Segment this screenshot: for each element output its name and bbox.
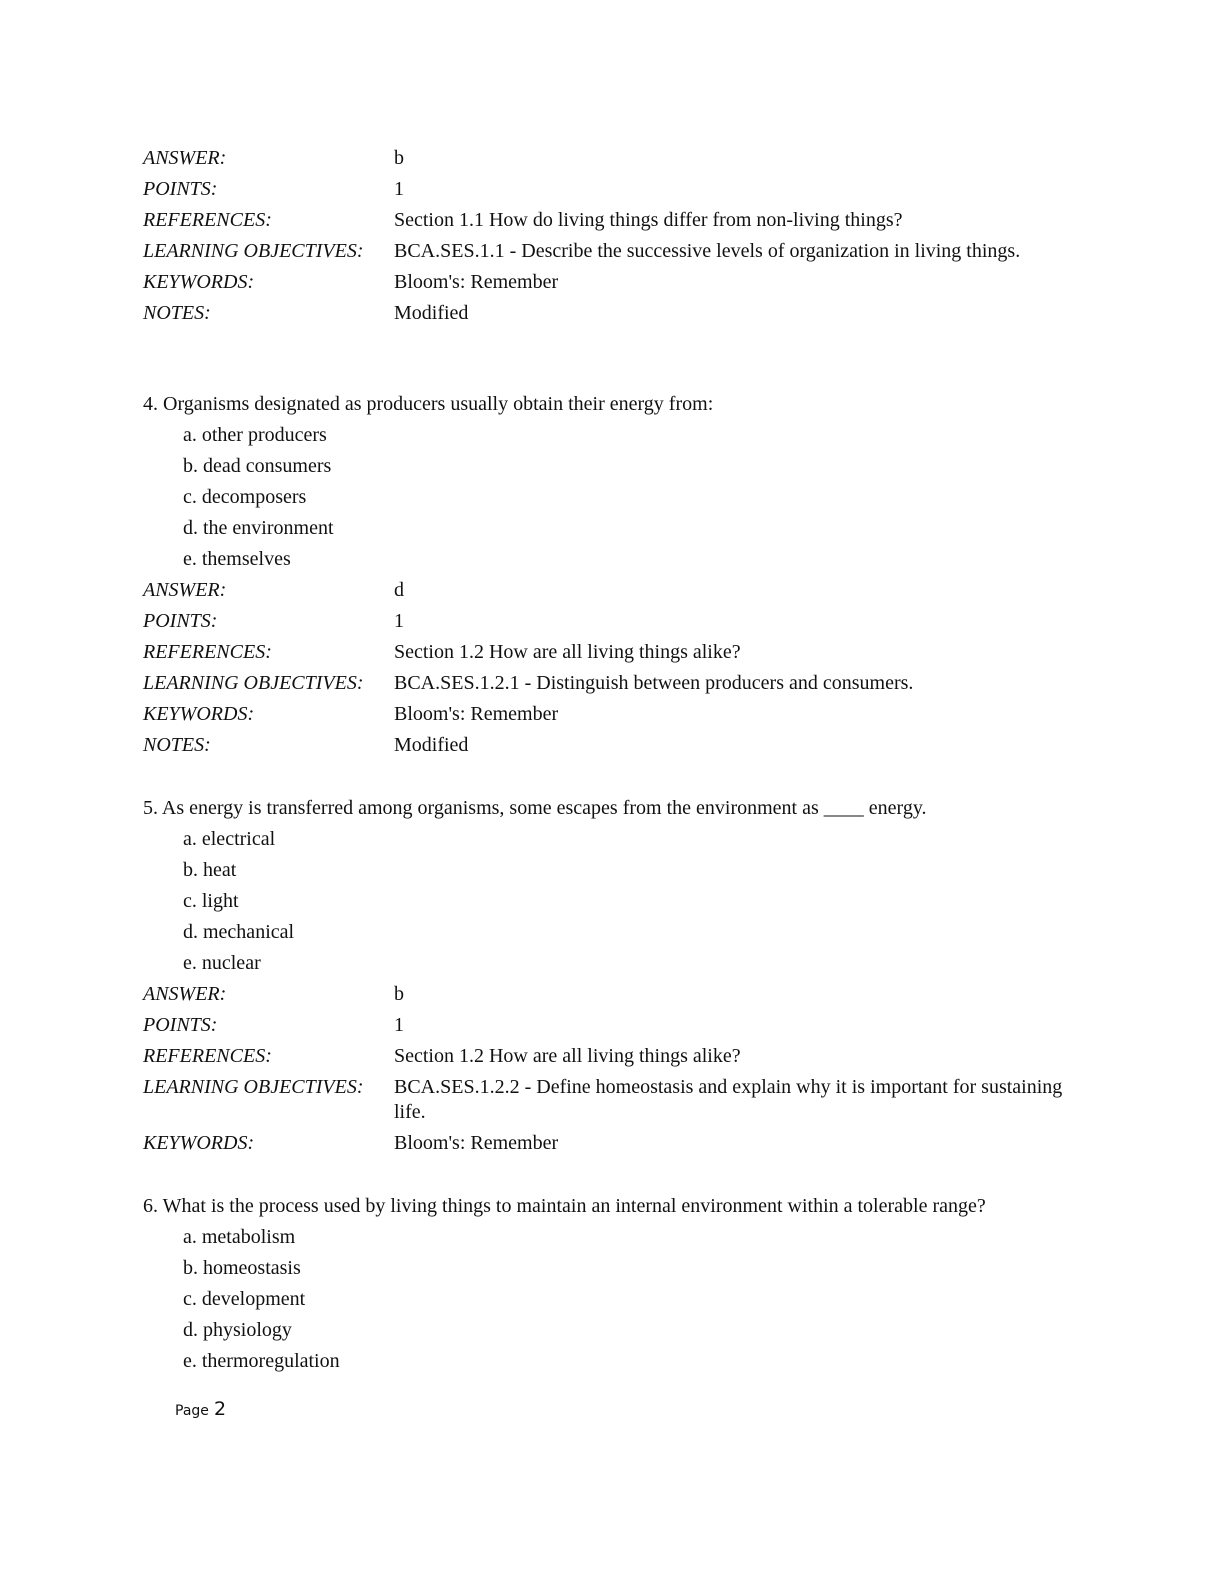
meta-row-references [143,1041,1083,1072]
meta-label: KEYWORDS: [143,1132,255,1154]
meta-value: 1 [394,1014,404,1036]
meta-value: 1 [394,178,404,200]
meta-label: POINTS: [143,610,218,632]
page-footer [175,1398,226,1420]
option-a: a. metabolism [183,1226,296,1248]
meta-value: 1 [394,610,404,632]
meta-label: ANSWER: [143,983,227,1005]
meta-value: BCA.SES.1.2.2 - Define homeostasis and explain why it is important for sustaining life. [394,1076,1063,1123]
meta-label: POINTS: [143,178,218,200]
option-d: d. the environment [183,517,334,539]
meta-row-keywords [143,699,1083,730]
meta-value: Bloom's: Remember [394,1132,559,1154]
meta-label: LEARNING OBJECTIVES: [143,672,364,694]
question-text: 5. As energy is transferred among organisms, some escapes from the environment as ____ energy. [143,797,927,819]
meta-row-answer [143,979,1083,1010]
meta-value: d [394,579,404,601]
page-label: Page [175,1403,209,1419]
meta-value: Bloom's: Remember [394,271,559,293]
option-a: a. other producers [183,424,327,446]
meta-label: ANSWER: [143,579,227,601]
meta-row-notes [143,730,1083,761]
question-6 [143,1191,1083,1377]
option-b: b. heat [183,859,237,881]
meta-label: NOTES: [143,734,211,756]
option-d: d. mechanical [183,921,295,943]
question-text: 6. What is the process used by living things to maintain an internal environment within a tolerable range? [143,1195,986,1217]
meta-row-answer [143,575,1083,606]
option-d: d. physiology [183,1319,292,1341]
option-c: c. decomposers [183,486,307,508]
meta-row-learning-objectives [143,668,1083,699]
meta-row-points [143,1010,1083,1041]
option-e: e. nuclear [183,952,261,974]
meta-row-keywords [143,1128,1083,1159]
option-list [183,1222,1083,1377]
meta-label: KEYWORDS: [143,703,255,725]
meta-row-learning-objectives [143,236,1083,267]
option-b: b. dead consumers [183,455,332,477]
meta-value: BCA.SES.1.1 - Describe the successive levels of organization in living things. [394,240,1021,262]
meta-row-notes [143,298,1083,329]
meta-value: Section 1.2 How are all living things alike? [394,1045,741,1067]
meta-value: Section 1.1 How do living things differ from non-living things? [394,209,903,231]
option-list [183,824,1083,979]
meta-label: REFERENCES: [143,209,272,231]
option-a: a. electrical [183,828,276,850]
option-b: b. homeostasis [183,1257,301,1279]
option-c: c. light [183,890,239,912]
meta-row-points [143,174,1083,205]
option-e: e. themselves [183,548,291,570]
question-5 [143,793,1083,1159]
option-c: c. development [183,1288,306,1310]
question-text: 4. Organisms designated as producers usually obtain their energy from: [143,393,714,415]
meta-value: Section 1.2 How are all living things alike? [394,641,741,663]
meta-label: REFERENCES: [143,1045,272,1067]
meta-row-learning-objectives [143,1072,1083,1128]
option-list [183,420,1083,575]
meta-row-references [143,205,1083,236]
meta-value: Modified [394,302,469,324]
page-number: 2 [214,1398,227,1420]
meta-row-references [143,637,1083,668]
meta-value: b [394,983,404,1005]
meta-row-points [143,606,1083,637]
meta-label: LEARNING OBJECTIVES: [143,240,364,262]
meta-label: REFERENCES: [143,641,272,663]
question-4 [143,389,1083,761]
meta-value: b [394,147,404,169]
meta-label: LEARNING OBJECTIVES: [143,1076,364,1098]
meta-label: ANSWER: [143,147,227,169]
meta-label: NOTES: [143,302,211,324]
meta-label: KEYWORDS: [143,271,255,293]
meta-row-answer [143,143,1083,174]
option-e: e. thermoregulation [183,1350,340,1372]
meta-row-keywords [143,267,1083,298]
q3-metadata [143,143,1083,329]
meta-label: POINTS: [143,1014,218,1036]
meta-value: Modified [394,734,469,756]
meta-value: Bloom's: Remember [394,703,559,725]
meta-value: BCA.SES.1.2.1 - Distinguish between producers and consumers. [394,672,914,694]
